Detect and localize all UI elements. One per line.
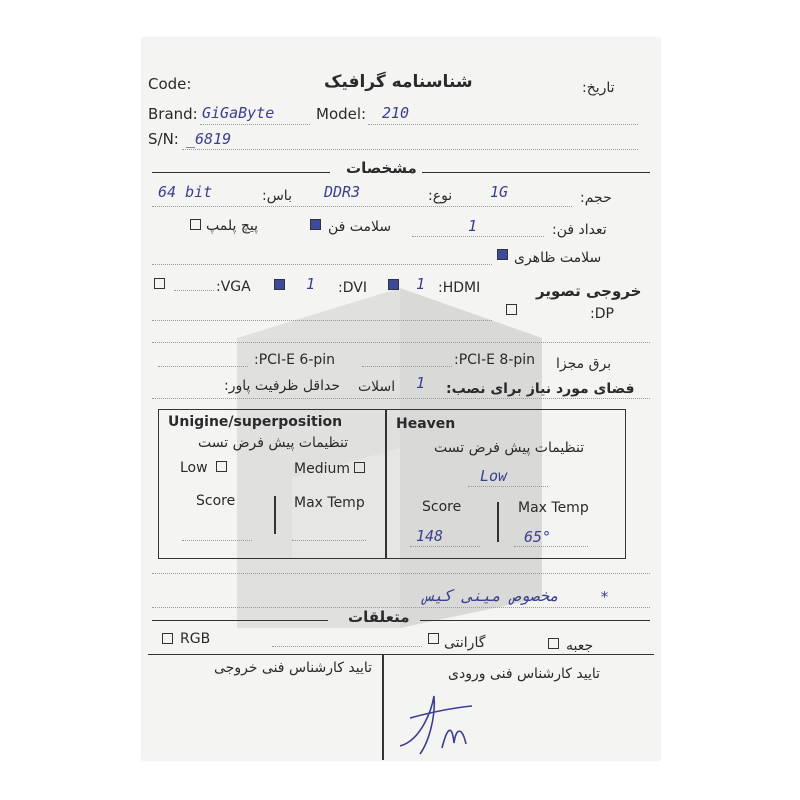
- heaven-title: Heaven: [396, 416, 456, 432]
- type-value: 1G: [490, 183, 509, 201]
- sn-value: _6819: [186, 130, 232, 148]
- heaven-maxtemp-label: Max Temp: [518, 500, 589, 516]
- dp-checkbox[interactable]: [506, 304, 517, 315]
- unigine-score-line: [182, 540, 252, 541]
- box-checkbox[interactable]: [548, 638, 559, 649]
- unigine-medium-checkbox[interactable]: [354, 462, 365, 473]
- psu-label: حداقل ظرفیت پاور:: [224, 378, 341, 394]
- fan-health-label: سلامت فن: [328, 219, 392, 235]
- warranty-checkbox[interactable]: [428, 633, 439, 644]
- rgb-label: RGB: [180, 631, 211, 647]
- pcie6-line: [158, 366, 248, 367]
- heaven-preset-line: [468, 486, 548, 487]
- sn-label: S/N:: [148, 130, 179, 148]
- pcie8-line: [362, 366, 452, 367]
- pcie8-label: :PCI-E 8-pin: [454, 352, 536, 368]
- benchmark-table: [158, 409, 626, 559]
- fan-line: [412, 236, 544, 237]
- dvi-value: 1: [306, 275, 316, 293]
- dp-label: :DP: [590, 306, 614, 322]
- dp-line: [152, 320, 492, 321]
- type-label: نوع:: [428, 188, 453, 204]
- unigine-title: Unigine/superposition: [168, 414, 343, 430]
- volume-label: حجم:: [580, 190, 612, 206]
- slot-value: 1: [416, 374, 426, 392]
- signature: [392, 688, 482, 758]
- heaven-preset-value: Low: [480, 467, 508, 485]
- vga-label: :VGA: [216, 279, 251, 295]
- heaven-temp-line: [514, 546, 588, 547]
- specs-divider-left: [152, 172, 330, 173]
- heaven-col-divider: [497, 502, 499, 542]
- unigine-maxtemp-label: Max Temp: [294, 495, 365, 511]
- heaven-preset-label: تنظیمات پیش فرض تست: [434, 440, 585, 456]
- exit-approval-label: تایید کارشناس فنی خروجی: [214, 660, 373, 676]
- sn-line: [182, 149, 638, 150]
- heaven-maxtemp-value: 65°: [524, 528, 552, 546]
- spec-line-1: [152, 206, 572, 207]
- brand-label: Brand:: [148, 105, 198, 123]
- unigine-temp-line: [292, 540, 366, 541]
- box-label: جعبه: [566, 638, 594, 654]
- pcie6-label: :PCI-E 6-pin: [254, 352, 336, 368]
- bus-label: باس:: [262, 188, 292, 204]
- dvi-label: :DVI: [338, 280, 367, 296]
- brand-value: GiGaByte: [202, 104, 275, 122]
- hdmi-checkbox[interactable]: [388, 279, 399, 290]
- date-label: تاریخ:: [582, 80, 615, 96]
- warranty-label: گارانتی: [444, 635, 486, 651]
- output-label: خروجی تصویر: [536, 282, 642, 300]
- accessories-title: متعلقات: [348, 608, 410, 626]
- appearance-checkbox[interactable]: [497, 249, 508, 260]
- acc-divider-left: [152, 620, 328, 621]
- heaven-score-label: Score: [422, 499, 462, 515]
- entry-approval-label: تایید کارشناس فنی ورودی: [448, 666, 601, 682]
- note-line-1: [152, 573, 650, 574]
- heaven-score-value: 148: [416, 527, 444, 545]
- specs-divider-right: [422, 172, 650, 173]
- approval-top-line: [148, 654, 654, 655]
- model-line: [368, 124, 638, 125]
- unigine-low-label: Low: [180, 460, 208, 476]
- screw-label: پیچ پلمپ: [206, 218, 258, 234]
- fan-health-checkbox[interactable]: [310, 219, 321, 230]
- appearance-line: [152, 264, 492, 265]
- vga-line: [174, 290, 214, 291]
- screw-checkbox[interactable]: [190, 219, 201, 230]
- heaven-score-line: [410, 546, 480, 547]
- power-label: برق مجزا: [556, 356, 612, 372]
- rgb-checkbox[interactable]: [162, 633, 173, 644]
- form-title: شناسنامه گرافیک: [324, 72, 473, 92]
- approval-divider: [382, 654, 384, 760]
- volume-value: 64 bit: [158, 183, 213, 201]
- unigine-low-checkbox[interactable]: [216, 461, 227, 472]
- specs-title: مشخصات: [346, 159, 417, 177]
- hdmi-label: :HDMI: [438, 280, 481, 296]
- graphics-card-form: [142, 38, 660, 760]
- dvi-checkbox[interactable]: [274, 279, 285, 290]
- benchmark-divider: [385, 409, 387, 558]
- install-line: [152, 398, 650, 399]
- model-label: Model:: [316, 105, 367, 123]
- blank-line-1: [152, 342, 650, 343]
- unigine-medium-label: Medium: [294, 461, 350, 477]
- bus-value: DDR3: [324, 183, 361, 201]
- code-label: Code:: [148, 75, 192, 93]
- unigine-score-label: Score: [196, 493, 236, 509]
- fan-count-label: تعداد فن:: [552, 222, 607, 238]
- unigine-preset-label: تنظیمات پیش فرض تست: [198, 435, 349, 451]
- acc-divider-right: [420, 620, 650, 621]
- model-value: 210: [382, 104, 410, 122]
- brand-line: [200, 124, 310, 125]
- fan-count-value: 1: [468, 217, 478, 235]
- slot-label: اسلات: [358, 379, 396, 395]
- unigine-col-divider: [274, 496, 276, 534]
- install-label: فضای مورد نیاز برای نصب:: [446, 381, 635, 397]
- hdmi-value: 1: [416, 275, 426, 293]
- note-bullet: *: [600, 588, 610, 606]
- note-handwritten: مخصوص مینی کیس: [424, 586, 559, 605]
- appearance-label: سلامت ظاهری: [514, 250, 602, 266]
- vga-checkbox[interactable]: [154, 278, 165, 289]
- rgb-line: [272, 646, 422, 647]
